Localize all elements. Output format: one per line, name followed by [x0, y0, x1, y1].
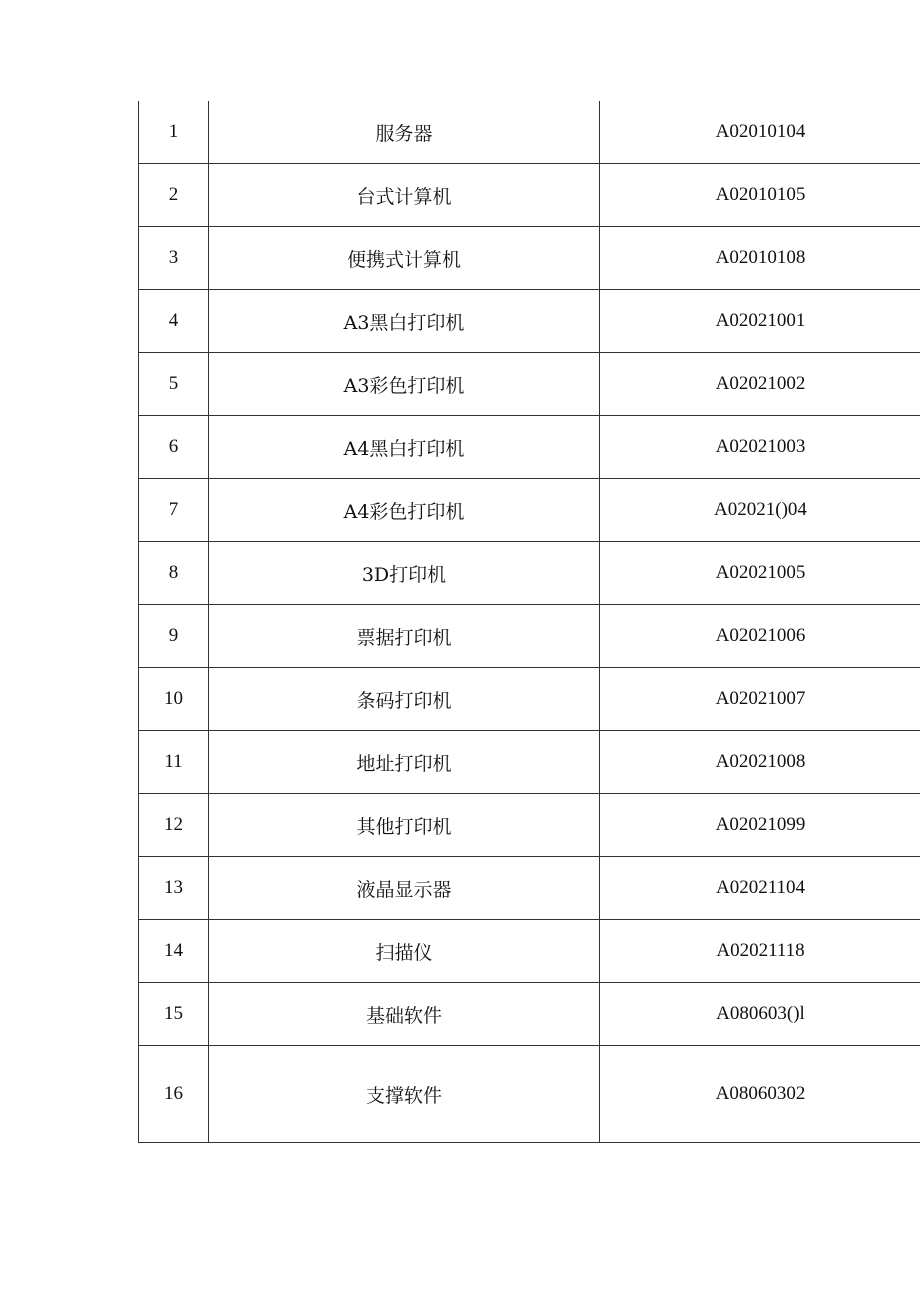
item-name-cell: 扫描仪 [209, 920, 600, 983]
row-number-cell: 8 [139, 542, 209, 605]
item-code-cell: A02021008 [600, 731, 920, 794]
item-code-cell: A02021104 [600, 857, 920, 920]
table-row [139, 479, 920, 542]
table-row [139, 227, 920, 290]
item-name-cell: A3彩色打印机 [209, 353, 600, 416]
item-code-cell: A02021002 [600, 353, 920, 416]
item-code-cell: A02021099 [600, 794, 920, 857]
row-number-cell: 1 [139, 101, 209, 164]
table-row [139, 290, 920, 353]
table-row [139, 542, 920, 605]
item-code-cell: A02021003 [600, 416, 920, 479]
item-name-cell: 3D打印机 [209, 542, 600, 605]
row-number-cell: 3 [139, 227, 209, 290]
item-name-cell: 台式计算机 [209, 164, 600, 227]
item-code-cell: A02010104 [600, 101, 920, 164]
item-name-cell: 支撑软件 [209, 1046, 600, 1143]
item-code-cell: A02021005 [600, 542, 920, 605]
table-row [139, 605, 920, 668]
item-name-cell: 条码打印机 [209, 668, 600, 731]
row-number-cell: 2 [139, 164, 209, 227]
item-name-cell: 便携式计算机 [209, 227, 600, 290]
item-code-cell: A02021118 [600, 920, 920, 983]
item-code-cell: A080603()l [600, 983, 920, 1046]
row-number-cell: 6 [139, 416, 209, 479]
row-number-cell: 14 [139, 920, 209, 983]
row-number-cell: 16 [139, 1046, 209, 1143]
row-number-cell: 5 [139, 353, 209, 416]
table-row [139, 857, 920, 920]
table-row [139, 353, 920, 416]
item-code-cell: A02010108 [600, 227, 920, 290]
table-row [139, 164, 920, 227]
table-row [139, 416, 920, 479]
row-number-cell: 12 [139, 794, 209, 857]
table-row [139, 668, 920, 731]
item-name-cell: 地址打印机 [209, 731, 600, 794]
item-name-cell: A4彩色打印机 [209, 479, 600, 542]
catalog-table-body [139, 101, 920, 1143]
table-row [139, 1046, 920, 1143]
item-code-cell: A08060302 [600, 1046, 920, 1143]
item-name-cell: 服务器 [209, 101, 600, 164]
item-name-cell: A4黑白打印机 [209, 416, 600, 479]
item-code-cell: A02010105 [600, 164, 920, 227]
item-name-cell: 其他打印机 [209, 794, 600, 857]
row-number-cell: 10 [139, 668, 209, 731]
table-row [139, 794, 920, 857]
item-name-cell: A3黑白打印机 [209, 290, 600, 353]
row-number-cell: 7 [139, 479, 209, 542]
item-code-cell: A02021007 [600, 668, 920, 731]
table-row [139, 101, 920, 164]
table-row [139, 731, 920, 794]
row-number-cell: 11 [139, 731, 209, 794]
row-number-cell: 13 [139, 857, 209, 920]
item-code-cell: A02021()04 [600, 479, 920, 542]
row-number-cell: 4 [139, 290, 209, 353]
catalog-table [138, 101, 920, 1143]
item-name-cell: 液晶显示器 [209, 857, 600, 920]
row-number-cell: 15 [139, 983, 209, 1046]
item-code-cell: A02021001 [600, 290, 920, 353]
table-row [139, 920, 920, 983]
item-code-cell: A02021006 [600, 605, 920, 668]
item-name-cell: 基础软件 [209, 983, 600, 1046]
table-row [139, 983, 920, 1046]
catalog-table-wrapper [138, 101, 920, 1143]
item-name-cell: 票据打印机 [209, 605, 600, 668]
row-number-cell: 9 [139, 605, 209, 668]
